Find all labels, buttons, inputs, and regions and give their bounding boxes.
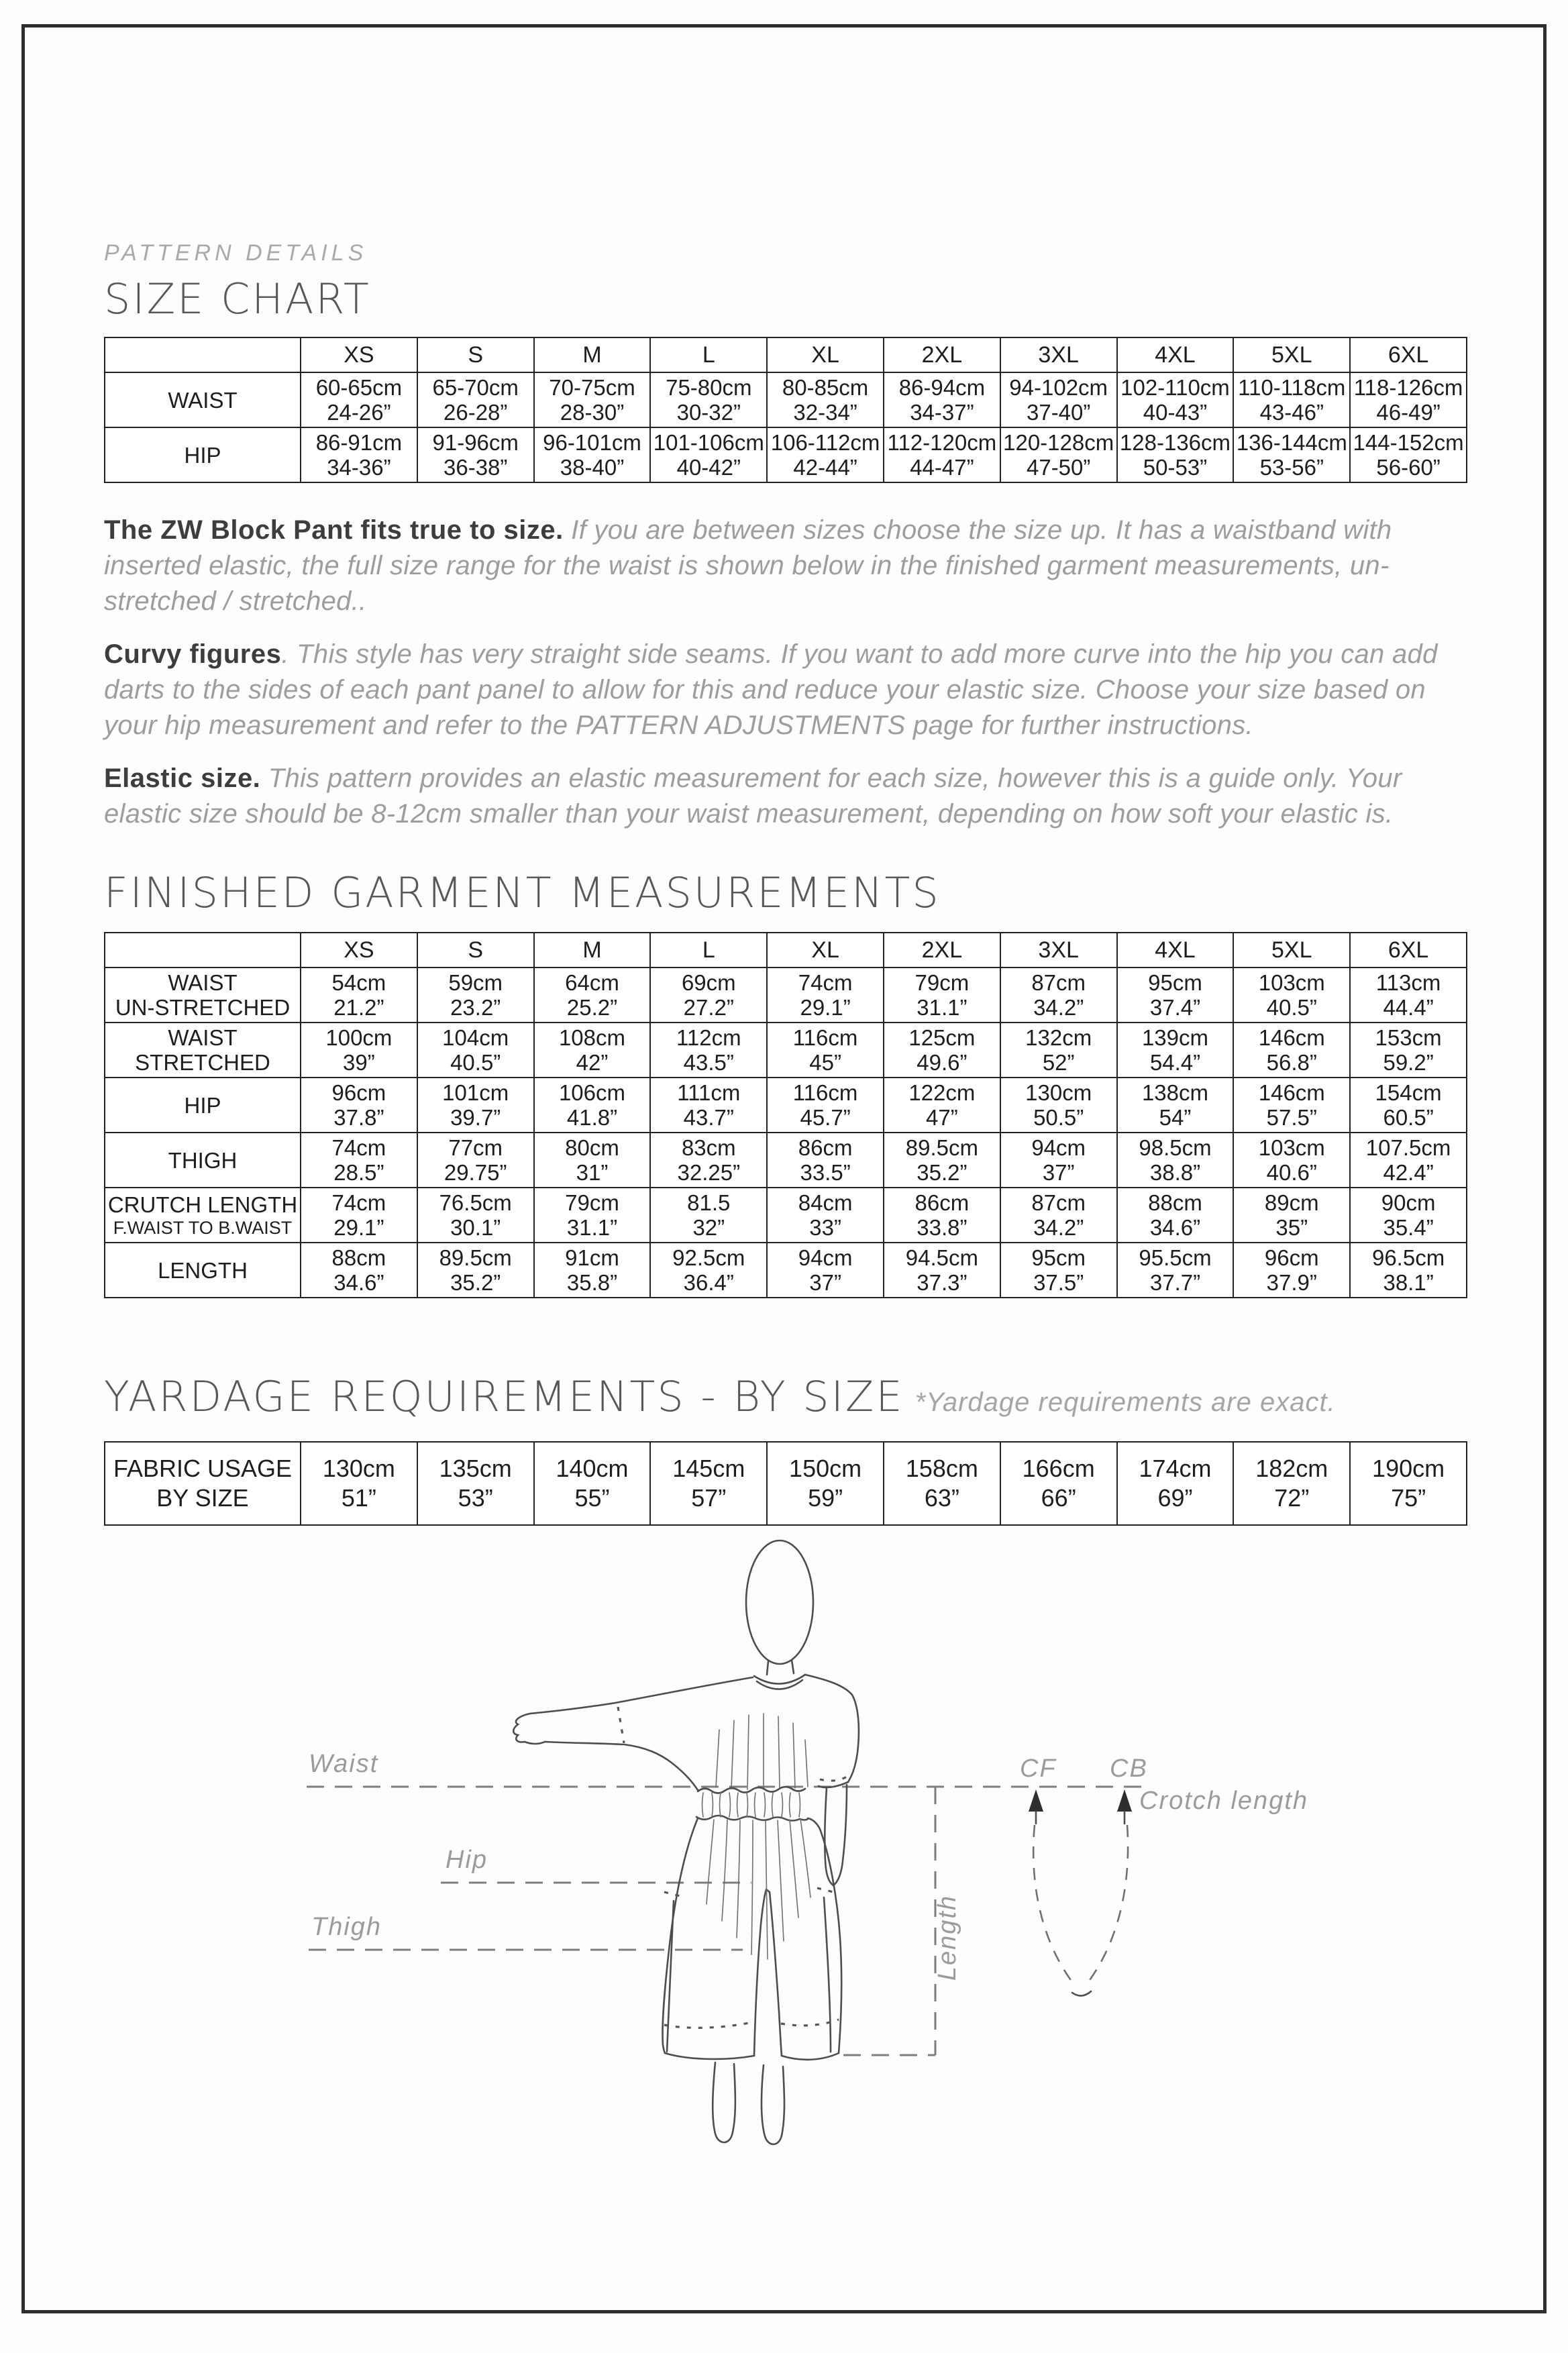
cf-arrow [1029,1789,1043,1812]
cb-arrow [1117,1789,1132,1812]
size-column-header: 3XL [1000,337,1117,372]
measurement-cell: 138cm 54” [1117,1078,1234,1133]
measurement-cell: 118-126cm 46-49” [1350,372,1467,427]
measurement-cell: 154cm 60.5” [1350,1078,1467,1133]
measurement-cell: 91-96cm 36-38” [417,427,534,482]
row-label: WAIST [105,372,301,427]
size-column-header: XL [767,933,884,968]
row-label: HIP [105,427,301,482]
measurement-cell: 69cm 27.2” [650,968,767,1023]
figure-arm-top [530,1677,753,1714]
measurement-cell: 146cm 57.5” [1233,1078,1350,1133]
measurement-cell: 86cm 33.5” [767,1133,884,1188]
table-header-row [105,337,1467,372]
measurement-cell: 74cm 29.1” [767,968,884,1023]
size-column-header: XS [301,337,417,372]
size-column-header: L [650,337,767,372]
row-label: HIP [105,1078,301,1133]
size-column-header: S [417,933,534,968]
measurement-cell: 94cm 37” [767,1243,884,1298]
measurement-cell: 125cm 49.6” [884,1023,1000,1078]
measurement-cell: 87cm 34.2” [1000,1188,1117,1243]
measurement-cell: 95.5cm 37.7” [1117,1243,1234,1298]
measurement-cell: 101cm 39.7” [417,1078,534,1133]
measurement-cell: 116cm 45.7” [767,1078,884,1133]
size-column-header: 5XL [1233,337,1350,372]
pant-right-panel-seam [824,1897,831,2052]
measurement-cell: 83cm 32.25” [650,1133,767,1188]
row-label: CRUTCH LENGTH F.WAIST TO B.WAIST [105,1188,301,1243]
figure-collar [754,1675,805,1689]
measurement-cell: 113cm 44.4” [1350,968,1467,1023]
measurement-cell: 89cm 35” [1233,1188,1350,1243]
note-lead: The ZW Block Pant fits true to size. [104,515,564,545]
measurement-cell: 120-128cm 47-50” [1000,427,1117,482]
figure-arm-underside [545,1742,623,1744]
note-lead: Elastic size. [104,764,261,793]
measurement-cell: 88cm 34.6” [301,1243,417,1298]
finished-garment-table [104,932,1467,1298]
fashion-sketch [250,1508,1410,2166]
table-row [105,427,1467,482]
measurement-cell: 158cm 63” [884,1442,1000,1525]
measurement-cell: 106-112cm 42-44” [767,427,884,482]
hip-label: Hip [446,1846,488,1874]
corner-cell [105,337,301,372]
crotch-length-label: Crotch length [1139,1787,1309,1815]
fit-notes [104,513,1467,832]
waistband-shirring [702,1793,800,1817]
measurement-cell: 111cm 43.7” [650,1078,767,1133]
waistband-top-edge [698,1787,805,1793]
measurement-cell: 101-106cm 40-42” [650,427,767,482]
measurement-cell: 86cm 33.8” [884,1188,1000,1243]
table-row [105,1133,1467,1188]
measurement-cell: 128-136cm 50-53” [1117,427,1234,482]
measurement-cell: 95cm 37.4” [1117,968,1234,1023]
size-column-header: 6XL [1350,933,1467,968]
size-column-header: 4XL [1117,337,1234,372]
measurement-cell: 100cm 39” [301,1023,417,1078]
fit-note-curvy-figures [104,637,1467,743]
size-column-header: 2XL [884,933,1000,968]
note-body: . This style has very straight side seams. If you want to add more curve into the hip you can add darts to the sides of each pant panel to allow for this and reduce your elastic size. Choose your size based on your hip measurement and refer to the PATTERN ADJUSTMENTS page for further instructions. [104,639,1438,740]
row-label: LENGTH [105,1243,301,1298]
cf-label: CF [1020,1755,1057,1783]
yardage-title [104,1372,1467,1421]
measurement-cell: 77cm 29.75” [417,1133,534,1188]
figure-right-sleeve-outer [805,1675,859,1782]
table-row [105,372,1467,427]
pant-right-hem [782,2053,839,2060]
measurement-cell: 94-102cm 37-40” [1000,372,1117,427]
waist-label: Waist [309,1750,379,1778]
waistband-bottom-edge [696,1816,808,1821]
measurement-cell: 88cm 34.6” [1117,1188,1234,1243]
measurement-cell: 103cm 40.5” [1233,968,1350,1023]
figure-right-foot [762,2065,784,2144]
size-column-header: M [534,337,651,372]
measurement-cell: 96.5cm 38.1” [1350,1243,1467,1298]
measurement-cell: 76.5cm 30.1” [417,1188,534,1243]
yardage-note: *Yardage requirements are exact. [914,1388,1336,1417]
size-column-header: 6XL [1350,337,1467,372]
figure-sleeve-drape [624,1744,698,1790]
measurement-cell: 174cm 69” [1117,1442,1234,1525]
crotch-curve-front [1033,1825,1076,1987]
measurement-cell: 64cm 25.2” [534,968,651,1023]
measurement-cell: 116cm 45” [767,1023,884,1078]
measurement-cell: 92.5cm 36.4” [650,1243,767,1298]
measurement-cell: 80cm 31” [534,1133,651,1188]
measurement-cell: 190cm 75” [1350,1442,1467,1525]
measurement-cell: 79cm 31.1” [884,968,1000,1023]
measurement-cell: 54cm 21.2” [301,968,417,1023]
measurement-cell: 139cm 54.4” [1117,1023,1234,1078]
measurement-cell: 108cm 42” [534,1023,651,1078]
fit-note-true-to-size [104,513,1467,619]
measurement-cell: 86-91cm 34-36” [301,427,417,482]
measurement-cell: 106cm 41.8” [534,1078,651,1133]
pant-left-inseam [754,1889,766,2056]
table-row [105,1023,1467,1078]
measurement-cell: 166cm 66” [1000,1442,1117,1525]
measurement-cell: 112-120cm 44-47” [884,427,1000,482]
pant-left-panel-seam [667,1901,674,2052]
bodice-gathers [716,1714,808,1789]
corner-cell [105,933,301,968]
pant-gathers [707,1819,811,1959]
measurement-cell: 60-65cm 24-26” [301,372,417,427]
measurement-cell: 140cm 55” [534,1442,651,1525]
pattern-details-eyebrow: PATTERN DETAILS [104,240,368,266]
crotch-curve-back [1084,1825,1128,1987]
measurement-cell: 135cm 53” [417,1442,534,1525]
finished-garment-title: FINISHED GARMENT MEASUREMENTS [104,868,941,917]
measurement-cell: 91cm 35.8” [534,1243,651,1298]
table-header-row [105,933,1467,968]
figure-right-forearm-outer [833,1785,847,1885]
measurement-cell: 65-70cm 26-28” [417,372,534,427]
measurement-cell: 81.5 32” [650,1188,767,1243]
crotch-curve-bottom [1072,1991,1091,1996]
measurement-cell: 79cm 31.1” [534,1188,651,1243]
measurement-cell: 94cm 37” [1000,1133,1117,1188]
thigh-seam-ticks [664,1888,833,1896]
measurement-cell: 86-94cm 34-37” [884,372,1000,427]
measurement-cell: 145cm 57” [650,1442,767,1525]
table-row [105,1188,1467,1243]
measurement-cell: 144-152cm 56-60” [1350,427,1467,482]
size-column-header: 2XL [884,337,1000,372]
measurement-cell: 130cm 51” [301,1442,417,1525]
measurement-cell: 90cm 35.4” [1350,1188,1467,1243]
size-column-header: M [534,933,651,968]
measurement-cell: 96cm 37.9” [1233,1243,1350,1298]
measurement-cell: 70-75cm 28-30” [534,372,651,427]
pant-right-inseam [770,1892,782,2056]
measurement-cell: 95cm 37.5” [1000,1243,1117,1298]
row-label: THIGH [105,1133,301,1188]
measurement-cell: 182cm 72” [1233,1442,1350,1525]
size-column-header: 3XL [1000,933,1117,968]
measurement-cell: 96cm 37.8” [301,1078,417,1133]
yardage-title-text: YARDAGE REQUIREMENTS - BY SIZE [104,1372,904,1421]
table-row [105,1078,1467,1133]
row-label: FABRIC USAGE BY SIZE [105,1442,301,1525]
garment-measurement-diagram [250,1508,1410,2166]
note-body: If you are between sizes choose the size up. It has a waistband with inserted elastic, the full size range for the waist is shown below in the finished garment measurements, un-stretched / stretched.. [104,515,1392,616]
size-column-header: S [417,337,534,372]
table-row [105,1243,1467,1298]
table-row [105,968,1467,1023]
hem-stitch-dotted [664,2020,839,2028]
measurement-cell: 98.5cm 38.8” [1117,1133,1234,1188]
size-chart-table [104,337,1467,483]
cb-label: CB [1110,1755,1148,1783]
measurement-cell: 122cm 47” [884,1078,1000,1133]
figure-head [746,1540,813,1664]
size-chart-title: SIZE CHART [104,274,371,323]
measurement-cell: 132cm 52” [1000,1023,1117,1078]
measurement-cell: 153cm 59.2” [1350,1023,1467,1078]
measurement-cell: 146cm 56.8” [1233,1023,1350,1078]
thigh-label: Thigh [311,1913,382,1941]
measurement-cell: 130cm 50.5” [1000,1078,1117,1133]
figure-hand [513,1714,545,1744]
size-column-header: XL [767,337,884,372]
size-column-header: 4XL [1117,933,1234,968]
note-lead: Curvy figures [104,639,282,669]
size-column-header: XS [301,933,417,968]
measurement-cell: 94.5cm 37.3” [884,1243,1000,1298]
measurement-cell: 59cm 23.2” [417,968,534,1023]
measurement-cell: 107.5cm 42.4” [1350,1133,1467,1188]
page-content [104,0,1467,1526]
note-body: This pattern provides an elastic measurement for each size, however this is a guide only. Your elastic size should be 8-12cm smaller than your waist measurement, depending on how soft your elastic is. [104,764,1402,829]
fit-note-elastic-size [104,761,1467,832]
measurement-cell: 102-110cm 40-43” [1117,372,1234,427]
measurement-cell: 136-144cm 53-56” [1233,427,1350,482]
measurement-cell: 96-101cm 38-40” [534,427,651,482]
figure-left-foot [713,2062,735,2142]
measurement-cell: 112cm 43.5” [650,1023,767,1078]
row-label: WAIST UN-STRETCHED [105,968,301,1023]
measurement-cell: 89.5cm 35.2” [417,1243,534,1298]
measurement-cell: 75-80cm 30-32” [650,372,767,427]
measurement-cell: 89.5cm 35.2” [884,1133,1000,1188]
measurement-cell: 74cm 29.1” [301,1188,417,1243]
row-label: WAIST STRETCHED [105,1023,301,1078]
right-sleeve-hem-dotted [820,1777,847,1781]
measurement-cell: 80-85cm 32-34” [767,372,884,427]
measurement-cell: 110-118cm 43-46” [1233,372,1350,427]
length-label: Length [933,1894,961,1981]
measurement-cell: 150cm 59” [767,1442,884,1525]
pant-left-hem [665,2053,754,2059]
size-column-header: L [650,933,767,968]
measurement-cell: 104cm 40.5” [417,1023,534,1078]
sleeve-seam-dotted [618,1707,624,1743]
measurement-cell: 87cm 34.2” [1000,968,1117,1023]
measurement-cell: 84cm 33” [767,1188,884,1243]
measurement-cell: 103cm 40.6” [1233,1133,1350,1188]
size-column-header: 5XL [1233,933,1350,968]
measurement-cell: 74cm 28.5” [301,1133,417,1188]
